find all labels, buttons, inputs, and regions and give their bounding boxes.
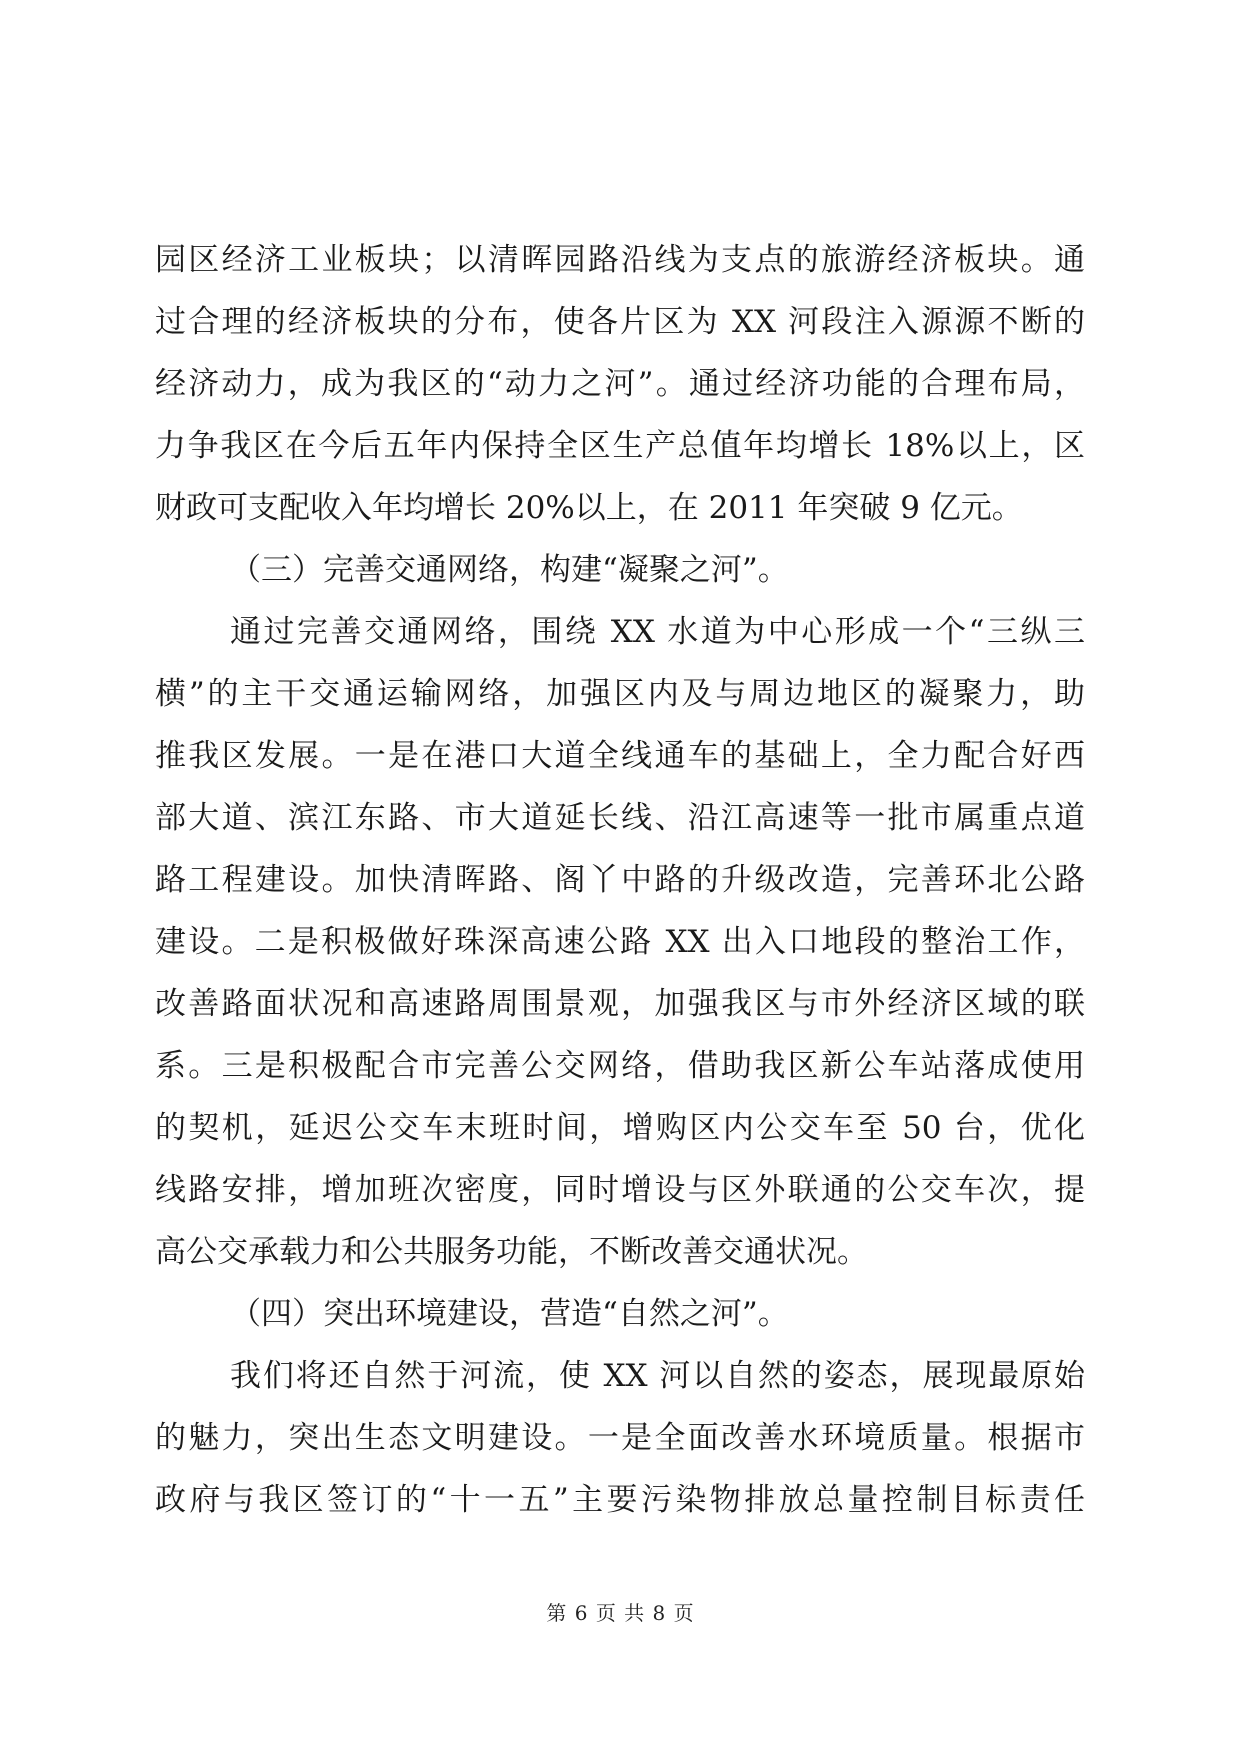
body-line: 通过完善交通网络，围绕 XX 水道为中心形成一个“三纵三 xyxy=(230,614,1085,650)
body-line: 的魅力，突出生态文明建设。一是全面改善水环境质量。根据市 xyxy=(155,1420,1085,1456)
body-line: 线路安排，增加班次密度，同时增设与区外联通的公交车次，提 xyxy=(155,1172,1085,1208)
section-heading: （四）突出环境建设，营造“自然之河”。 xyxy=(230,1296,789,1332)
body-line: 改善路面状况和高速路周围景观，加强我区与市外经济区域的联 xyxy=(155,986,1085,1022)
body-line: 过合理的经济板块的分布，使各片区为 XX 河段注入源源不断的 xyxy=(155,304,1085,340)
page-number: 第 6 页 共 8 页 xyxy=(546,1601,695,1625)
body-line: 政府与我区签订的“十一五”主要污染物排放总量控制目标责任 xyxy=(155,1482,1085,1518)
body-line: 我们将还自然于河流，使 XX 河以自然的姿态，展现最原始 xyxy=(230,1358,1085,1394)
section-heading: （三）完善交通网络，构建“凝聚之河”。 xyxy=(230,552,789,588)
body-line: 建设。二是积极做好珠深高速公路 XX 出入口地段的整治工作， xyxy=(155,924,1085,960)
body-line: 的契机，延迟公交车末班时间，增购区内公交车至 50 台，优化 xyxy=(155,1110,1085,1146)
body-line: 路工程建设。加快清晖路、阁丫中路的升级改造，完善环北公路 xyxy=(155,862,1085,898)
body-line: 力争我区在今后五年内保持全区生产总值年均增长 18%以上，区 xyxy=(155,428,1085,464)
body-line: 财政可支配收入年均增长 20%以上，在 2011 年突破 9 亿元。 xyxy=(155,490,1023,526)
body-line: 高公交承载力和公共服务功能，不断改善交通状况。 xyxy=(155,1234,868,1270)
body-line: 系。三是积极配合市完善公交网络，借助我区新公车站落成使用 xyxy=(155,1048,1085,1084)
body-line: 经济动力，成为我区的“动力之河”。通过经济功能的合理布局， xyxy=(155,366,1085,402)
body-line: 园区经济工业板块；以清晖园路沿线为支点的旅游经济板块。通 xyxy=(155,242,1085,278)
body-line: 横”的主干交通运输网络，加强区内及与周边地区的凝聚力，助 xyxy=(155,676,1085,712)
body-line: 推我区发展。一是在港口大道全线通车的基础上，全力配合好西 xyxy=(155,738,1085,774)
body-line: 部大道、滨江东路、市大道延长线、沿江高速等一批市属重点道 xyxy=(155,800,1085,836)
